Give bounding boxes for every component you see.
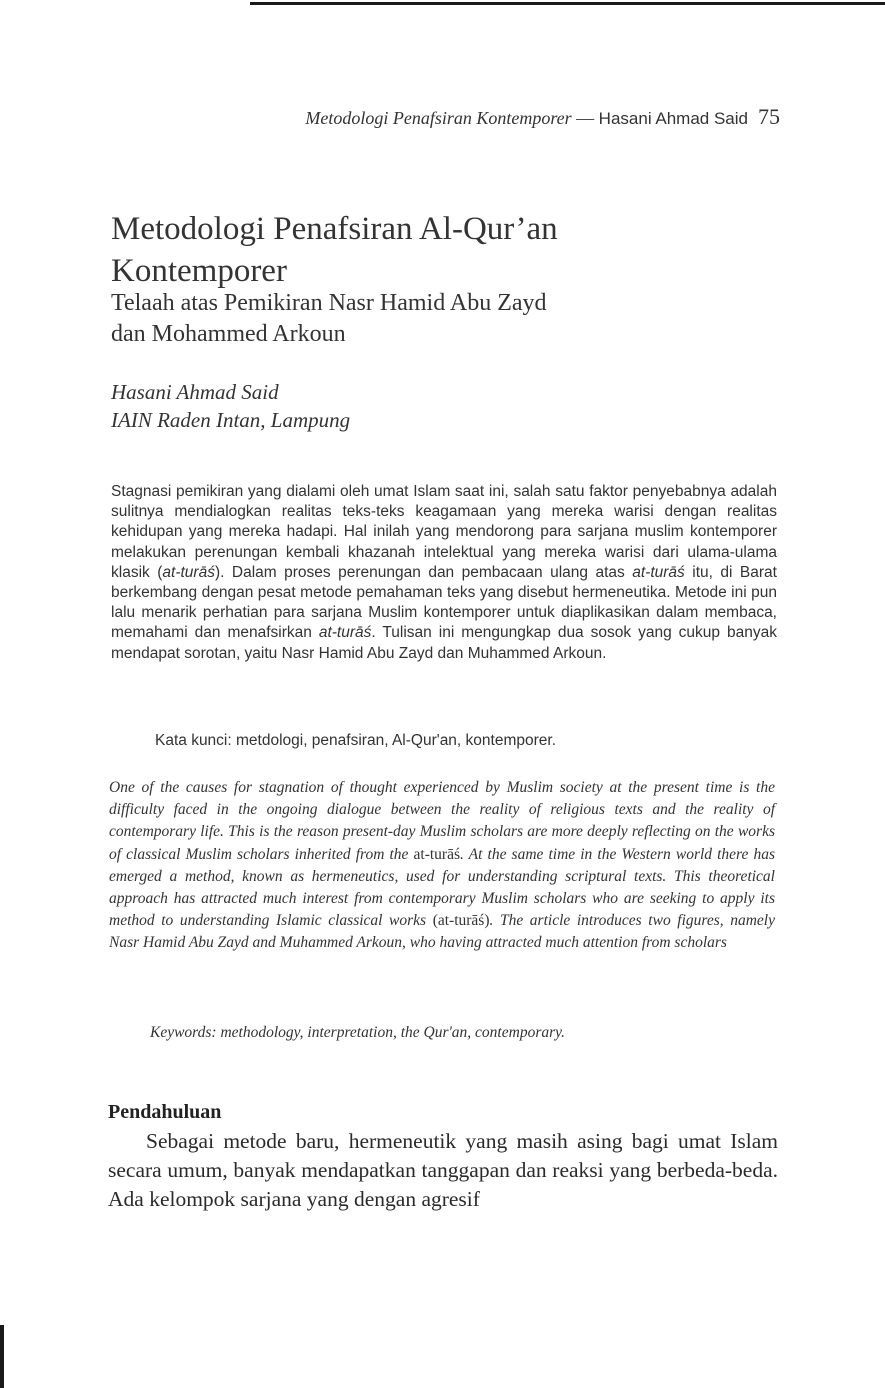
author-name: Hasani Ahmad Said: [111, 380, 279, 404]
abstract-indonesian: [111, 482, 777, 664]
running-head-title: Metodologi Penafsiran Kontemporer: [305, 108, 572, 128]
author-affiliation: IAIN Raden Intan, Lampung: [111, 408, 351, 432]
article-title-line2: Kontemporer: [111, 253, 287, 289]
article-subtitle-line2: dan Mohammed Arkoun: [111, 321, 346, 347]
section-body-paragraph: [108, 1127, 778, 1214]
abstract-id-term: at-turāś: [632, 563, 685, 581]
running-head: [240, 104, 780, 130]
abstract-id-term: at-turāś: [162, 563, 215, 581]
section-body-text: Sebagai metode baru, hermeneutik yang masih asing bagi umat Islam secara umum, banyak mendapatkan tanggapan dan reaksi yang berbeda-beda. Ada kelompok sarjana yang dengan agresif: [108, 1129, 778, 1211]
left-edge-mark: [0, 1325, 4, 1388]
keywords-indonesian: Kata kunci: metdologi, penafsiran, Al-Qur'an, kontemporer.: [155, 732, 557, 749]
abstract-en-term: (at-turāś): [432, 912, 490, 930]
running-head-separator: —: [571, 108, 599, 128]
author-block: [111, 378, 711, 434]
article-subtitle-line1: Telaah atas Pemikiran Nasr Hamid Abu Zayd: [111, 290, 547, 316]
running-head-author: Hasani Ahmad Said: [598, 109, 748, 128]
article-title: [111, 208, 771, 292]
abstract-id-text: Stagnasi pemikiran yang dialami oleh umat Islam saat ini, salah satu faktor penyebabnya adalah sulitnya mendialogkan realitas teks-teks keagamaan yang mereka warisi dengan realitas kehidupan yang mereka hadapi. Hal inilah yang mendorong para sarjana muslim kontemporer melakukan perenungan kembali khazanah intelektual yang mereka warisi dari ulama-ulama klasik (: [111, 483, 777, 581]
abstract-en-text: . The article introduces two figures, namely Nasr Hamid Abu Zayd and Muhammed Arkoun, who having attracted much attention from scholars: [109, 912, 775, 952]
article-title-line1: Metodologi Penafsiran Al-Qur’an: [111, 211, 558, 247]
abstract-id-text: . Tulisan ini mengungkap dua sosok yang cukup banyak mendapat sorotan, yaitu Nasr Hamid Abu Zayd dan Muhammed Arkoun.: [111, 624, 777, 662]
section-heading: Pendahuluan: [108, 1101, 222, 1123]
abstract-id-text: ). Dalam proses perenungan dan pembacaan ulang atas: [214, 563, 633, 581]
abstract-en-text: One of the causes for stagnation of thought experienced by Muslim society at the present time is the difficulty faced in the ongoing dialogue between the reality of religious texts and the reality of contemporary life. This is the reason present-day Muslim scholars are more deeply reflecting on the works of classical Muslim scholars inherited from the: [109, 779, 775, 863]
abstract-id-term: at-turāś: [318, 624, 372, 642]
abstract-en-text: . At the same time in the Western world there has emerged a method, known as hermeneutics, used for understanding scriptural texts. This theoretical approach has attracted much interest from contemporary Muslim scholars who are seeking to apply its method to understanding Islamic classical works: [109, 845, 775, 930]
article-subtitle: [111, 288, 771, 350]
abstract-id-text: itu, di Barat berkembang dengan pesat metode pemahaman teks yang disebut hermeneutika. Metode ini pun lalu menarik perhatian para sarjana Muslim kontemporer untuk diaplikasikan dalam membaca, memahami dan menafsirkan: [111, 563, 777, 642]
keywords-english: Keywords: methodology, interpretation, the Qur'an, contemporary.: [150, 1024, 566, 1041]
top-edge-rule: [250, 2, 885, 5]
abstract-en-term: at-turāś: [413, 845, 460, 863]
abstract-english: [109, 777, 775, 955]
page-number: 75: [758, 104, 780, 129]
